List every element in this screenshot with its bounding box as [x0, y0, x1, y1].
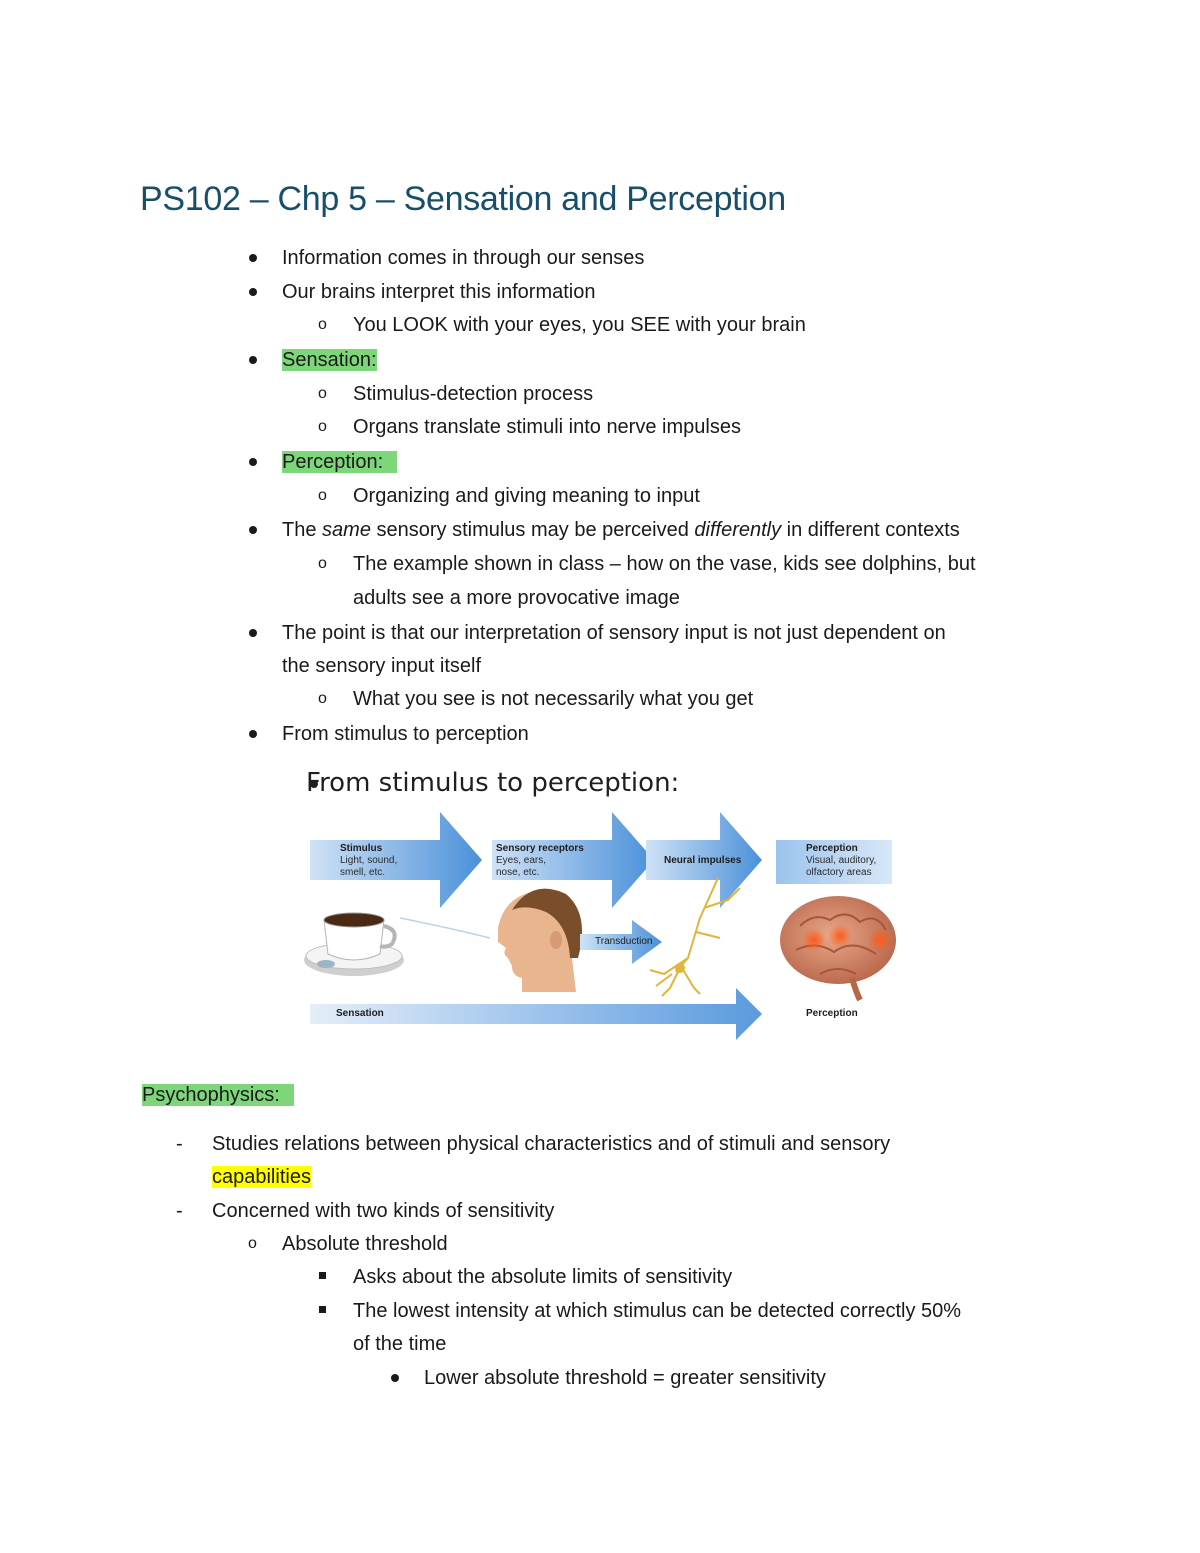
list-item: The point is that our interpretation of sensory input is not just dependent on	[282, 622, 946, 644]
brain-icon	[780, 896, 896, 1000]
head-profile-icon	[498, 889, 582, 992]
list-item: From stimulus to perception	[282, 723, 529, 745]
highlight-sensation: Sensation:	[282, 349, 377, 371]
label-perception-sub: olfactory areas	[806, 867, 872, 878]
label-perception-sub: Visual, auditory,	[806, 855, 877, 866]
label-sensation: Sensation	[336, 1008, 384, 1019]
sub-bullet-circle: o	[318, 385, 327, 402]
bullet-dot	[391, 1374, 399, 1382]
bullet-dot	[249, 730, 257, 738]
dash-bullet: -	[176, 1133, 183, 1155]
bullet-dot	[249, 288, 257, 296]
label-sensation-bar	[336, 1008, 384, 1020]
list-item: Lower absolute threshold = greater sensitivity	[424, 1367, 826, 1389]
label-stimulus	[340, 843, 397, 879]
label-stimulus-sub: smell, etc.	[340, 867, 386, 878]
square-bullet	[319, 1306, 326, 1313]
label-stimulus-title: Stimulus	[340, 843, 383, 854]
sub-bullet-circle: o	[318, 487, 327, 504]
text-run: The	[282, 519, 323, 541]
bullet-dot	[249, 254, 257, 262]
label-transduction: Transduction	[595, 936, 653, 947]
list-item: What you see is not necessarily what you get	[353, 688, 754, 710]
highlight-capabilities: capabilities	[212, 1166, 311, 1188]
emphasis-differently: differently	[694, 519, 782, 541]
label-perception-title: Perception	[806, 843, 858, 854]
list-item: Information comes in through our senses	[282, 247, 645, 269]
figure-title: From stimulus to perception:	[306, 768, 680, 798]
label-perception-bar	[806, 1008, 858, 1020]
list-item: Stimulus-detection process	[353, 383, 594, 405]
list-item: The lowest intensity at which stimulus can be detected correctly 50%	[353, 1300, 962, 1322]
bullet-dot	[249, 356, 257, 364]
list-item: Organs translate stimuli into nerve impulses	[353, 416, 741, 438]
sub-bullet-circle: o	[318, 690, 327, 707]
sub-bullet-circle: o	[248, 1235, 257, 1252]
list-item: The example shown in class – how on the vase, kids see dolphins, but	[353, 553, 976, 575]
label-neural	[664, 855, 741, 867]
label-receptors-sub: nose, etc.	[496, 867, 540, 878]
square-bullet	[319, 1272, 326, 1279]
list-item-continuation: adults see a more provocative image	[353, 587, 680, 609]
list-item	[282, 450, 397, 474]
label-receptors-title: Sensory receptors	[496, 843, 584, 854]
label-perception	[806, 843, 876, 879]
list-item: Studies relations between physical characteristics and of stimuli and sensory	[212, 1133, 891, 1155]
label-receptors	[496, 843, 584, 879]
page-title: PS102 – Chp 5 – Sensation and Perception	[140, 180, 786, 218]
highlight-perception: Perception:	[282, 451, 397, 473]
section-heading	[142, 1083, 294, 1107]
list-item: Our brains interpret this information	[282, 281, 596, 303]
list-item: Absolute threshold	[282, 1233, 448, 1255]
text-run: in different contexts	[781, 519, 960, 541]
bullet-dot	[249, 458, 257, 466]
list-item: Organizing and giving meaning to input	[353, 485, 700, 507]
list-item	[282, 518, 960, 542]
sub-bullet-circle: o	[318, 555, 327, 572]
list-item: Asks about the absolute limits of sensitivity	[353, 1266, 733, 1288]
sub-bullet-circle: o	[318, 316, 327, 333]
list-item-continuation	[212, 1165, 311, 1189]
list-item-continuation: of the time	[353, 1333, 447, 1355]
coffee-cup-icon	[304, 913, 404, 976]
highlight-psychophysics: Psychophysics:	[142, 1084, 294, 1106]
dash-bullet: -	[176, 1200, 183, 1222]
list-item: You LOOK with your eyes, you SEE with your brain	[353, 314, 806, 336]
sub-bullet-circle: o	[318, 418, 327, 435]
text-run: sensory stimulus may be perceived	[370, 519, 695, 541]
bullet-dot	[249, 526, 257, 534]
label-neural-title: Neural impulses	[664, 855, 742, 866]
list-item	[282, 348, 377, 372]
emphasis-same: same	[322, 519, 371, 541]
label-stimulus-sub: Light, sound,	[340, 855, 398, 866]
bullet-dot	[249, 629, 257, 637]
label-receptors-sub: Eyes, ears,	[496, 855, 547, 866]
list-item-continuation: the sensory input itself	[282, 655, 481, 677]
label-perception-end: Perception	[806, 1008, 858, 1019]
list-item: Concerned with two kinds of sensitivity	[212, 1200, 555, 1222]
